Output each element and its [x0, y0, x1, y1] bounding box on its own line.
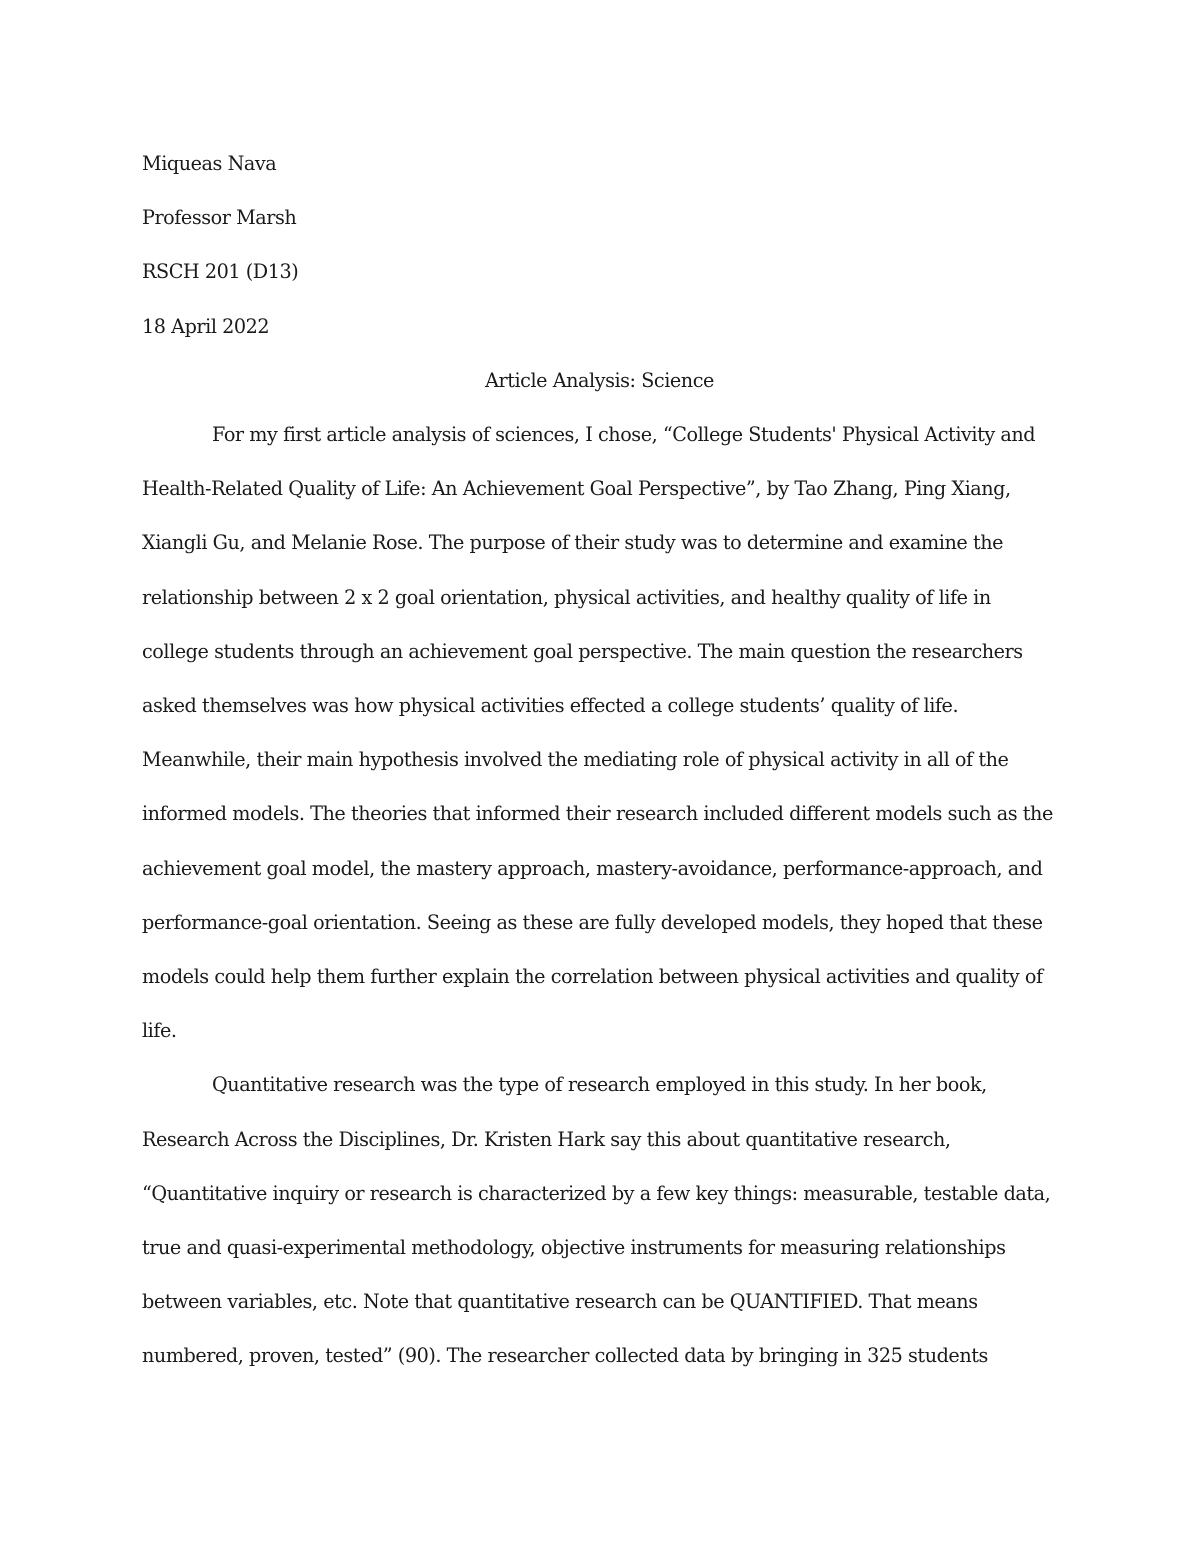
paragraph-line: “Quantitative inquiry or research is characterized by a few key things: measurable, testable data,	[142, 1181, 1051, 1205]
professor-name: Professor Marsh	[142, 206, 297, 230]
paragraph-line: performance-goal orientation. Seeing as these are fully developed models, they hoped that these	[142, 910, 1043, 934]
paragraph-line: Xiangli Gu, and Melanie Rose. The purpose of their study was to determine and examine the	[142, 531, 1004, 555]
paragraph-line: informed models. The theories that informed their research included different models such as the	[142, 802, 1053, 826]
course-code: RSCH 201 (D13)	[142, 260, 299, 284]
document-body	[142, 137, 1057, 1384]
paragraph-line: college students through an achievement goal perspective. The main question the researchers	[142, 639, 1023, 663]
paragraph-2	[142, 1058, 1057, 1383]
paragraph-1	[142, 408, 1057, 1058]
paragraph-line: between variables, etc. Note that quantitative research can be QUANTIFIED. That means	[142, 1290, 978, 1314]
paragraph-line: true and quasi-experimental methodology, objective instruments for measuring relationships	[142, 1236, 1006, 1260]
document-date: 18 April 2022	[142, 314, 270, 338]
paragraph-line: achievement goal model, the mastery approach, mastery-avoidance, performance-approach, and	[142, 856, 1043, 880]
paragraph-line: Research Across the Disciplines, Dr. Kristen Hark say this about quantitative research,	[142, 1127, 951, 1151]
student-name: Miqueas Nava	[142, 152, 277, 175]
paragraph-line: models could help them further explain the correlation between physical activities and quality of	[142, 965, 1043, 989]
paragraph-line: numbered, proven, tested” (90). The researcher collected data by bringing in 325 students	[142, 1344, 988, 1368]
document-title: Article Analysis: Science	[485, 368, 714, 392]
paragraph-line: Health-Related Quality of Life: An Achievement Goal Perspective”, by Tao Zhang, Ping Xiang,	[142, 477, 1011, 501]
paragraph-line: For my first article analysis of sciences, I chose, “College Students' Physical Activity and	[212, 423, 1036, 447]
paragraph-line: Meanwhile, their main hypothesis involved the mediating role of physical activity in all of the	[142, 748, 1009, 772]
paragraph-line: relationship between 2 x 2 goal orientation, physical activities, and healthy quality of life in	[142, 585, 991, 609]
paragraph-line: asked themselves was how physical activities effected a college students’ quality of life.	[142, 694, 959, 718]
paragraph-line: life.	[142, 1019, 177, 1043]
paragraph-line: Quantitative research was the type of research employed in this study. In her book,	[212, 1073, 987, 1097]
